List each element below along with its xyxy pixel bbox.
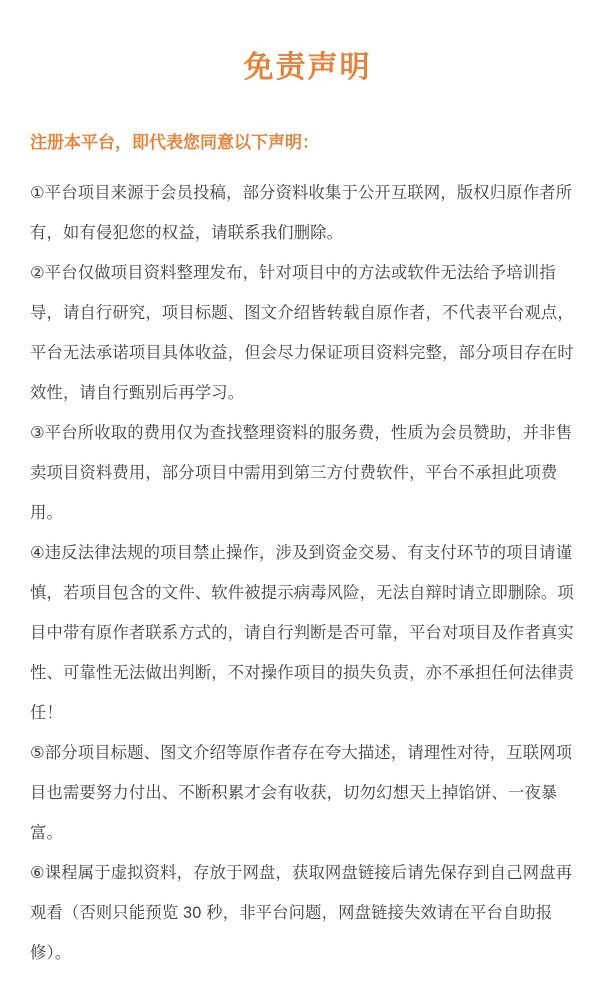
clause-1: ①平台项目来源于会员投稿，部分资料收集于公开互联网，版权归原作者所有，如有侵犯您的权益，请联系我们删除。 bbox=[30, 184, 573, 242]
page-title: 免责声明 bbox=[243, 51, 372, 84]
clause-4: ④违反法律法规的项目禁止操作，涉及到资金交易、有支付环节的项目请谨慎，若项目包含的文件、软件被提示病毒风险，无法自辩时请立即删除。项目中带有原作者联系方式的，请自行判断是否可靠，平台对项目及作者真实性、可靠性无法做出判断，不对操作项目的损失负责，亦不承担任何法律责任！ bbox=[30, 544, 574, 722]
clause-5: ⑤部分项目标题、图文介绍等原作者存在夸大描述，请理性对待，互联网项目也需要努力付出、不断积累才会有收获，切勿幻想天上掉馅饼、一夜暴富。 bbox=[30, 744, 573, 842]
clause-6: ⑥课程属于虚拟资料，存放于网盘，获取网盘链接后请先保存到自己网盘再观看（否则只能预览 30 秒，非平台问题，网盘链接失效请在平台自助报修）。 bbox=[30, 864, 573, 962]
intro-statement: 注册本平台，即代表您同意以下声明： bbox=[30, 133, 319, 152]
clause-2: ②平台仅做项目资料整理发布，针对项目中的方法或软件无法给予培训指导，请自行研究，项目标题、图文介绍皆转载自原作者，不代表平台观点，平台无法承诺项目具体收益，但会尽力保证项目资料完整，部分项目存在时效性，请自行甄别后再学习。 bbox=[30, 264, 574, 402]
clause-3: ③平台所收取的费用仅为查找整理资料的服务费，性质为会员赞助，并非售卖项目资料费用，部分项目中需用到第三方付费软件，平台不承担此项费用。 bbox=[30, 424, 573, 522]
clause-list bbox=[30, 173, 585, 973]
